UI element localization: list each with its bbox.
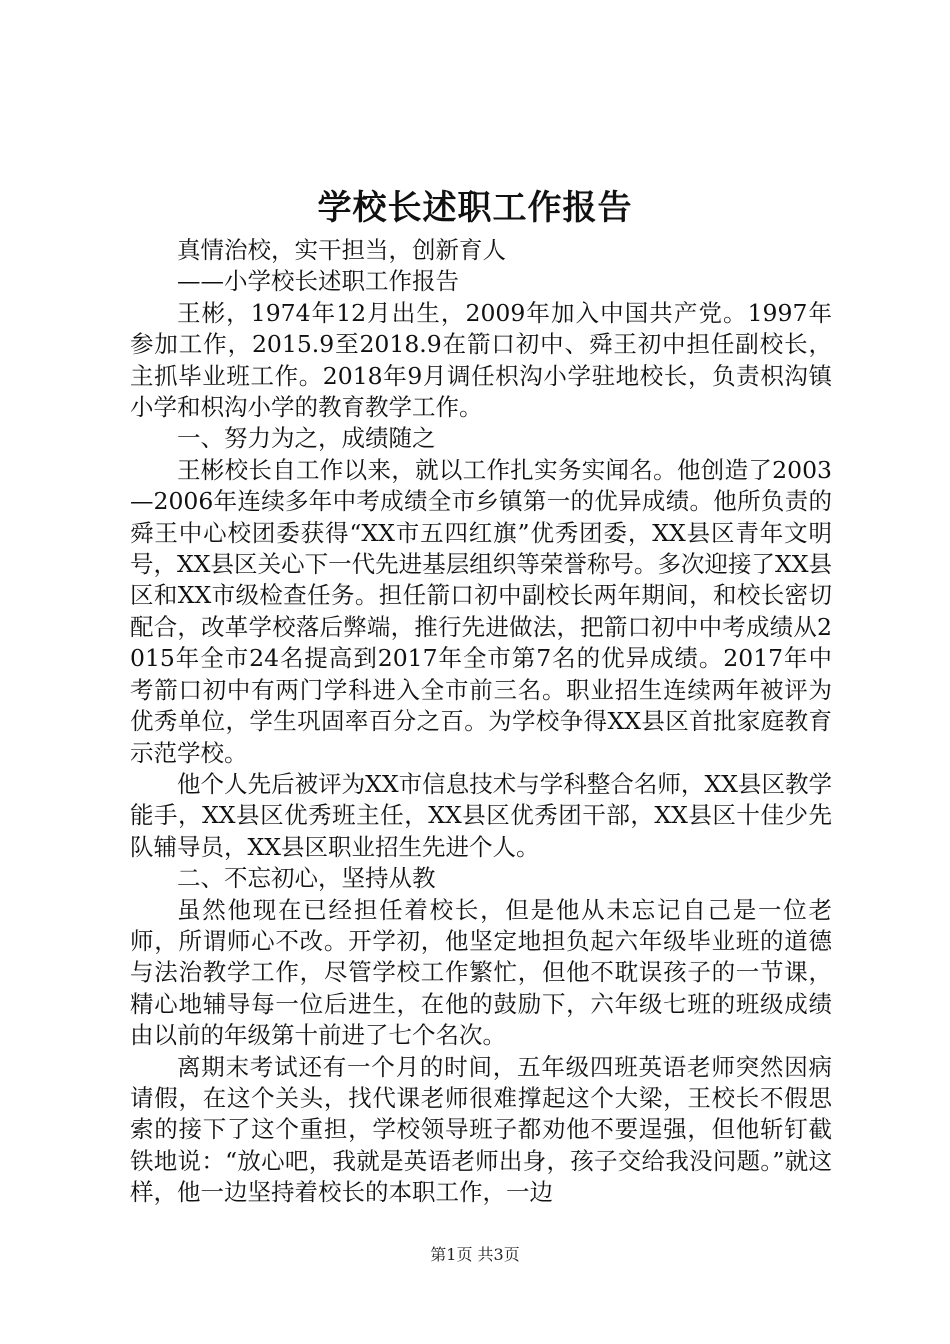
section-heading-2: 二、不忘初心，坚持从教 xyxy=(177,864,436,893)
document-title: 学校长述职工作报告 xyxy=(317,188,633,228)
section-heading-1: 一、努力为之，成绩随之 xyxy=(177,424,436,453)
subtitle-line-paragraph: ——小学校长述职工作报告 xyxy=(177,267,459,296)
intro-paragraph: 王彬，1974年12月出生，2009年加入中国共产党。1997年参加工作，2015.9至2018.9在箭口初中、舜王初中担任副校长，主抓毕业班工作。2018年9月调任枳沟小学驻地校长，负责枳沟镇小学和枳沟小学的教育教学工作。 xyxy=(130,298,832,422)
english-class-paragraph: 离期末考试还有一个月的时间，五年级四班英语老师突然因病请假，在这个关头，找代课老师很难撑起这个大梁，王校长不假思索的接下了这个重担，学校领导班子都劝他不要逞强，但他斩钉截铁地说：“放心吧，我就是英语老师出身，孩子交给我没问题。”就这样，他一边坚持着校长的本职工作，一边 xyxy=(130,1052,832,1207)
teaching-paragraph: 虽然他现在已经担任着校长，但是他从未忘记自己是一位老师，所谓师心不改。开学初，他坚定地担负起六年级毕业班的道德与法治教学工作，尽管学校工作繁忙，但他不耽误孩子的一节课，精心地辅导每一位后进生，在他的鼓励下，六年级七班的班级成绩由以前的年级第十前进了七个名次。 xyxy=(130,895,832,1050)
subtitle-paragraph: 真情治校，实干担当，创新育人 xyxy=(177,236,506,264)
page-number-footer: 第1页 共3页 xyxy=(430,1245,520,1264)
document-body xyxy=(130,235,832,1209)
honors-paragraph: 他个人先后被评为XX市信息技术与学科整合名师，XX县区教学能手，XX县区优秀班主任，XX县区优秀团干部，XX县区十佳少先队辅导员，XX县区职业招生先进个人。 xyxy=(130,769,832,861)
achievements-paragraph: 王彬校长自工作以来，就以工作扎实务实闻名。他创造了2003—2006年连续多年中考成绩全市乡镇第一的优异成绩。他所负责的舜王中心校团委获得“XX市五四红旗”优秀团委，XX县区青年文明号，XX县区关心下一代先进基层组织等荣誉称号。多次迎接了XX县区和XX市级检查任务。担任箭口初中副校长两年期间，和校长密切配合，改革学校落后弊端，推行先进做法，把箭口初中中考成绩从2015年全市24名提高到2017年全市第7名的优异成绩。2017年中考箭口初中有两门学科进入全市前三名。职业招生连续两年被评为优秀单位，学生巩固率百分之百。为学校争得XX县区首批家庭教育示范学校。 xyxy=(130,455,832,767)
